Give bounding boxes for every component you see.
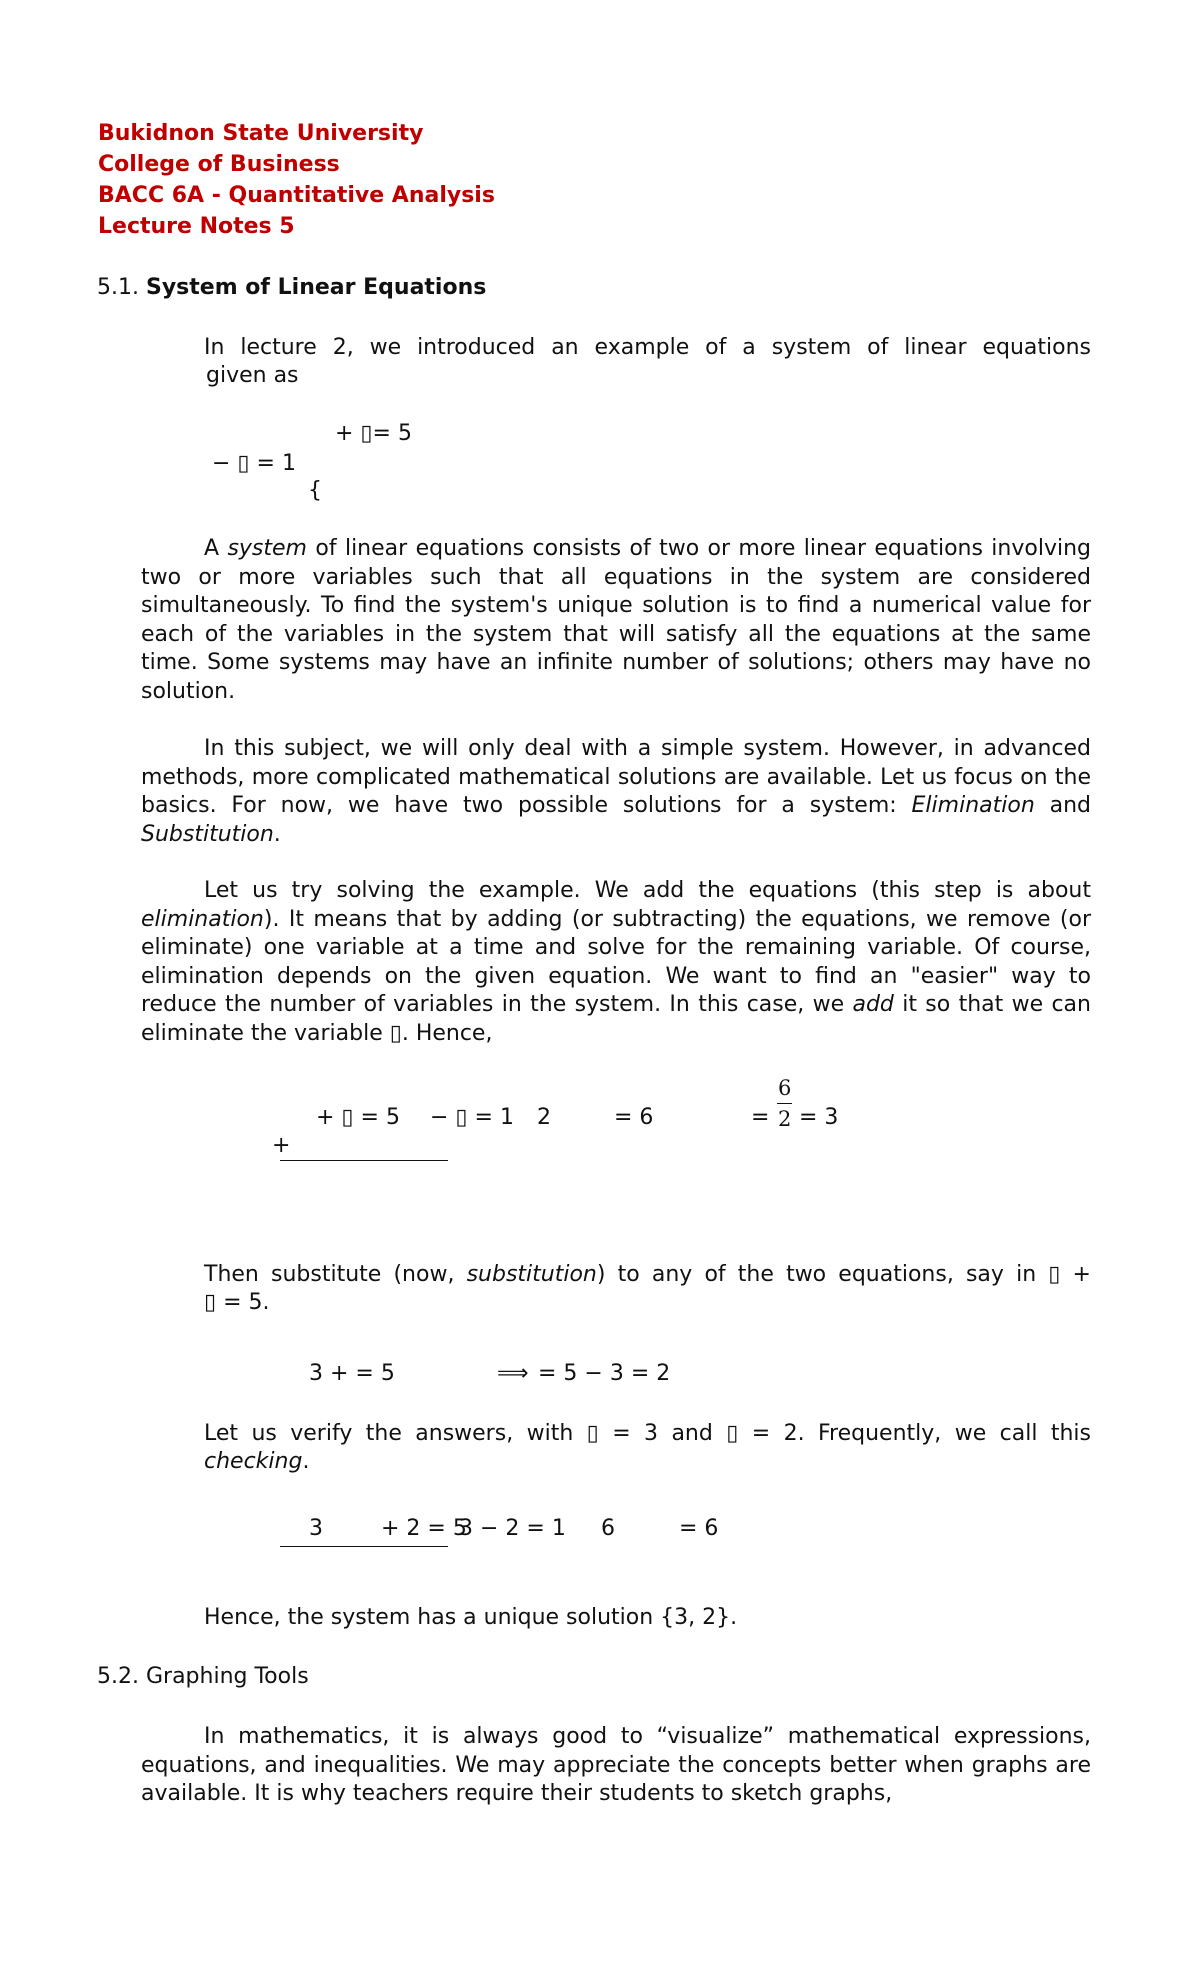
conclusion: Hence, the system has a unique solution {3, 2}. <box>204 1605 738 1630</box>
check-eq-1: + 2 = 5 <box>381 1516 467 1541</box>
emphasis-elimination-2: elimination <box>141 906 264 932</box>
fraction-numerator: 6 <box>778 1076 792 1100</box>
intro-line-2: given as <box>206 363 299 388</box>
system-equation-1: + ▯= 5 <box>335 421 412 446</box>
emphasis-substitution-2: substitution <box>466 1262 597 1287</box>
substitution-line-1: Then substitute (now, substitution) to any of the two equations, say in ▯ + <box>204 1262 1091 1287</box>
check-eq-2: 3 − 2 = 1 <box>459 1516 566 1541</box>
check-value-a: 3 <box>309 1516 323 1541</box>
verify-line-1: Let us verify the answers, with ▯ = 3 and ▯ = 2. Frequently, we call this <box>204 1421 1091 1446</box>
paragraph-system-definition: A system of linear equations consists of two or more linear equations involving two or more variables such that all equations in the system are considered simultaneously. To find the system's unique solution is to find a numerical value for each of the variables in the system that will satisfy all the equations at the same time. Some systems may have an infinite number of solutions; others may have no solution. <box>141 536 1091 704</box>
emphasis-checking: checking <box>204 1449 303 1474</box>
implies-arrow-icon: ⟹ <box>497 1361 529 1386</box>
elimination-result: = 6 <box>614 1105 654 1130</box>
system-equation-2: − ▯ = 1 <box>212 451 296 476</box>
intro-line-1: In lecture 2, we introduced an example of a system of linear equations <box>204 335 1091 360</box>
paragraph-solve: Let us try solving the example. We add the equations (this step is about elimination). It means that by adding (or subtracting) the equations, we remove (or eliminate) one variable at a time and solve for the remaining variable. Of course, elimination depends on the given equation. We want to find an "easier" way to reduce the number of variables in the system. In this case, we add it so that we can eliminate the variable ▯. Hence, <box>141 878 1091 1046</box>
substitution-line-2: ▯ = 5. <box>204 1290 270 1315</box>
substitution-eq-right: = 5 − 3 = 2 <box>538 1361 671 1386</box>
elimination-plus: + <box>272 1133 291 1158</box>
section-number: 5.1. <box>97 275 139 300</box>
elimination-eq-1: + ▯ = 5 <box>316 1105 400 1130</box>
check-rule <box>280 1546 448 1547</box>
emphasis-system: system <box>227 536 307 561</box>
fraction-denominator: 2 <box>778 1107 792 1131</box>
section-title: System of Linear Equations <box>145 275 487 300</box>
elimination-sum: 2 <box>537 1105 551 1130</box>
paragraph-subject: In this subject, we will only deal with a simple system. However, in advanced methods, more complicated mathematical solutions are available. Let us focus on the basics. For now, we have two possible solutions for a system: Elimination and Substitution. <box>141 736 1091 847</box>
check-value-d: 6 <box>601 1516 615 1541</box>
header-lecture: Lecture Notes 5 <box>98 214 295 239</box>
check-eq-3: = 6 <box>679 1516 719 1541</box>
fraction-rhs: = 3 <box>799 1105 839 1130</box>
substitution-eq-left: 3 + = 5 <box>309 1361 395 1386</box>
emphasis-elimination: Elimination <box>911 793 1035 818</box>
header-course: BACC 6A - Quantitative Analysis <box>98 183 495 208</box>
header-university: Bukidnon State University <box>98 121 424 146</box>
section-heading-5-1 <box>97 274 486 302</box>
system-brace: { <box>308 478 322 503</box>
verify-line-2: checking. <box>204 1449 310 1474</box>
fraction-bar <box>777 1103 792 1104</box>
elimination-eq-2: − ▯ = 1 <box>430 1105 514 1130</box>
header-college: College of Business <box>98 152 340 177</box>
emphasis-substitution: Substitution <box>141 821 274 847</box>
paragraph-graphing: In mathematics, it is always good to “visualize” mathematical expressions, equations, and inequalities. We may appreciate the concepts better when graphs are available. It is why teachers require their students to sketch graphs, <box>141 1724 1091 1806</box>
section-heading-5-2: 5.2. Graphing Tools <box>97 1664 309 1689</box>
fraction-lhs: = <box>751 1105 770 1130</box>
elimination-rule <box>280 1160 448 1161</box>
emphasis-add: add <box>852 992 894 1017</box>
